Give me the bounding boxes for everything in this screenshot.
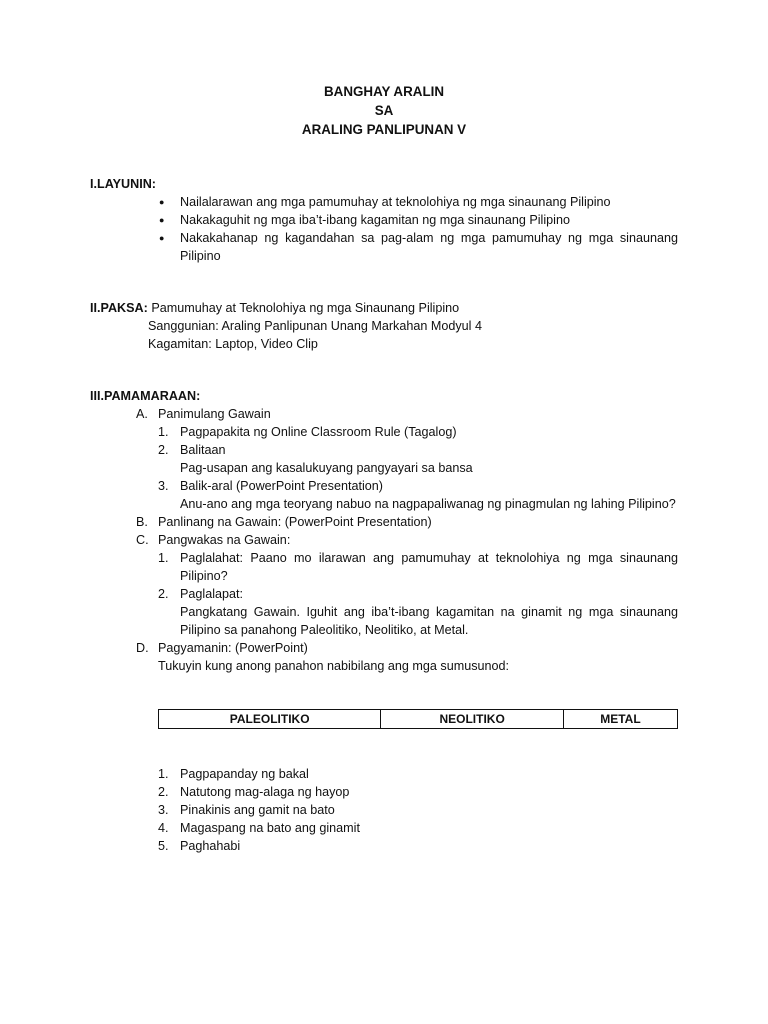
- sub-number: 1.: [158, 425, 169, 439]
- sub-list: [158, 549, 678, 639]
- list-text: Magaspang na bato ang ginamit: [180, 821, 360, 835]
- sub-detail: Anu-ano ang mga teoryang nabuo na nagpapaliwanag ng pinagmulan ng lahing Pilipino?: [180, 497, 676, 511]
- title-line-3: ARALING PANLIPUNAN V: [301, 122, 467, 137]
- table-header-row: [159, 710, 678, 729]
- item-marker: A.: [136, 407, 148, 421]
- item-marker: B.: [136, 515, 148, 529]
- table-header-cell: METAL: [563, 710, 677, 729]
- sub-number: 2.: [158, 587, 169, 601]
- pamamaraan-heading: III.PAMAMARAAN:: [90, 389, 201, 403]
- paksa-heading: II.PAKSA:: [90, 301, 148, 315]
- sub-list: [158, 423, 678, 513]
- sub-detail: Pangkatang Gawain. Iguhit ang iba’t-ibang kagamitan na ginamit ng mga sinaunang Pilipino sa panahong Paleolitiko, Neolitiko, at Metal.: [180, 605, 678, 637]
- paksa-kagamitan: Kagamitan: Laptop, Video Clip: [148, 337, 318, 351]
- list-item: [158, 783, 678, 801]
- list-item: [158, 801, 678, 819]
- title-line-1: BANGHAY ARALIN: [323, 84, 445, 99]
- item-marker: D.: [136, 641, 149, 655]
- pamamaraan-item-c: [90, 531, 678, 639]
- document-title: [90, 82, 678, 139]
- sub-number: 2.: [158, 443, 169, 457]
- section-pamamaraan: [90, 387, 678, 675]
- sub-item: [158, 441, 678, 477]
- item-label: Pagyamanin: (PowerPoint): [158, 641, 308, 655]
- list-text: Natutong mag-alaga ng hayop: [180, 785, 350, 799]
- paksa-line: [90, 299, 678, 317]
- list-number: 1.: [158, 767, 169, 781]
- list-text: Pagpapanday ng bakal: [180, 767, 309, 781]
- list-number: 3.: [158, 803, 169, 817]
- list-text: Paghahabi: [180, 839, 241, 853]
- list-number: 4.: [158, 821, 169, 835]
- sub-item: [158, 585, 678, 639]
- section-paksa: [90, 299, 678, 353]
- list-number: 2.: [158, 785, 169, 799]
- item-instruction: Tukuyin kung anong panahon nabibilang ang mga sumusunod:: [158, 659, 510, 673]
- sub-text: Pagpapakita ng Online Classroom Rule (Tagalog): [180, 425, 457, 439]
- item-marker: C.: [136, 533, 149, 547]
- pamamaraan-item-d: [90, 639, 678, 675]
- activity-list: [90, 765, 678, 855]
- sub-item: [158, 549, 678, 585]
- list-number: 5.: [158, 839, 169, 853]
- pamamaraan-item-b: [90, 513, 678, 531]
- paksa-topic: Pamumuhay at Teknolohiya ng mga Sinaunang Pilipino: [151, 301, 460, 315]
- layunin-item: ● Nailalarawan ang mga pamumuhay at teknolohiya ng mga sinaunang Pilipino: [160, 193, 678, 211]
- sub-item: [158, 423, 678, 441]
- sub-number: 3.: [158, 479, 169, 493]
- item-label: Panlinang na Gawain: (PowerPoint Presentation): [158, 515, 432, 529]
- sub-text: Paglalahat: Paano mo ilarawan ang pamumuhay at teknolohiya ng mga sinaunang Pilipino?: [180, 551, 678, 583]
- layunin-item: ● Nakakaguhit ng mga iba’t-ibang kagamitan ng mga sinaunang Pilipino: [160, 211, 678, 229]
- list-item: [158, 765, 678, 783]
- pamamaraan-list: [90, 405, 678, 675]
- sub-text: Paglalapat:: [180, 587, 244, 601]
- activity-items: [158, 765, 678, 855]
- sub-detail: Pag-usapan ang kasalukuyang pangyayari sa bansa: [180, 461, 473, 475]
- sub-item: [158, 477, 678, 513]
- list-text: Pinakinis ang gamit na bato: [180, 803, 335, 817]
- sub-number: 1.: [158, 551, 169, 565]
- item-label: Panimulang Gawain: [158, 407, 271, 421]
- section-layunin: [90, 175, 678, 265]
- list-item: [158, 837, 678, 855]
- pamamaraan-item-a: [90, 405, 678, 513]
- layunin-list: [90, 193, 678, 265]
- sub-text: Balitaan: [180, 443, 226, 457]
- item-label: Pangwakas na Gawain:: [158, 533, 291, 547]
- table-header-cell: NEOLITIKO: [381, 710, 564, 729]
- layunin-item: ● Nakakahanap ng kagandahan sa pag-alam ng mga pamumuhay ng mga sinaunang Pilipino: [160, 229, 678, 265]
- period-table: [158, 709, 678, 729]
- title-line-2: SA: [374, 103, 394, 118]
- layunin-heading: I.LAYUNIN:: [90, 177, 157, 191]
- paksa-sanggunian: Sanggunian: Araling Panlipunan Unang Markahan Modyul 4: [148, 319, 482, 333]
- sub-text: Balik-aral (PowerPoint Presentation): [180, 479, 383, 493]
- table-header-cell: PALEOLITIKO: [159, 710, 381, 729]
- list-item: [158, 819, 678, 837]
